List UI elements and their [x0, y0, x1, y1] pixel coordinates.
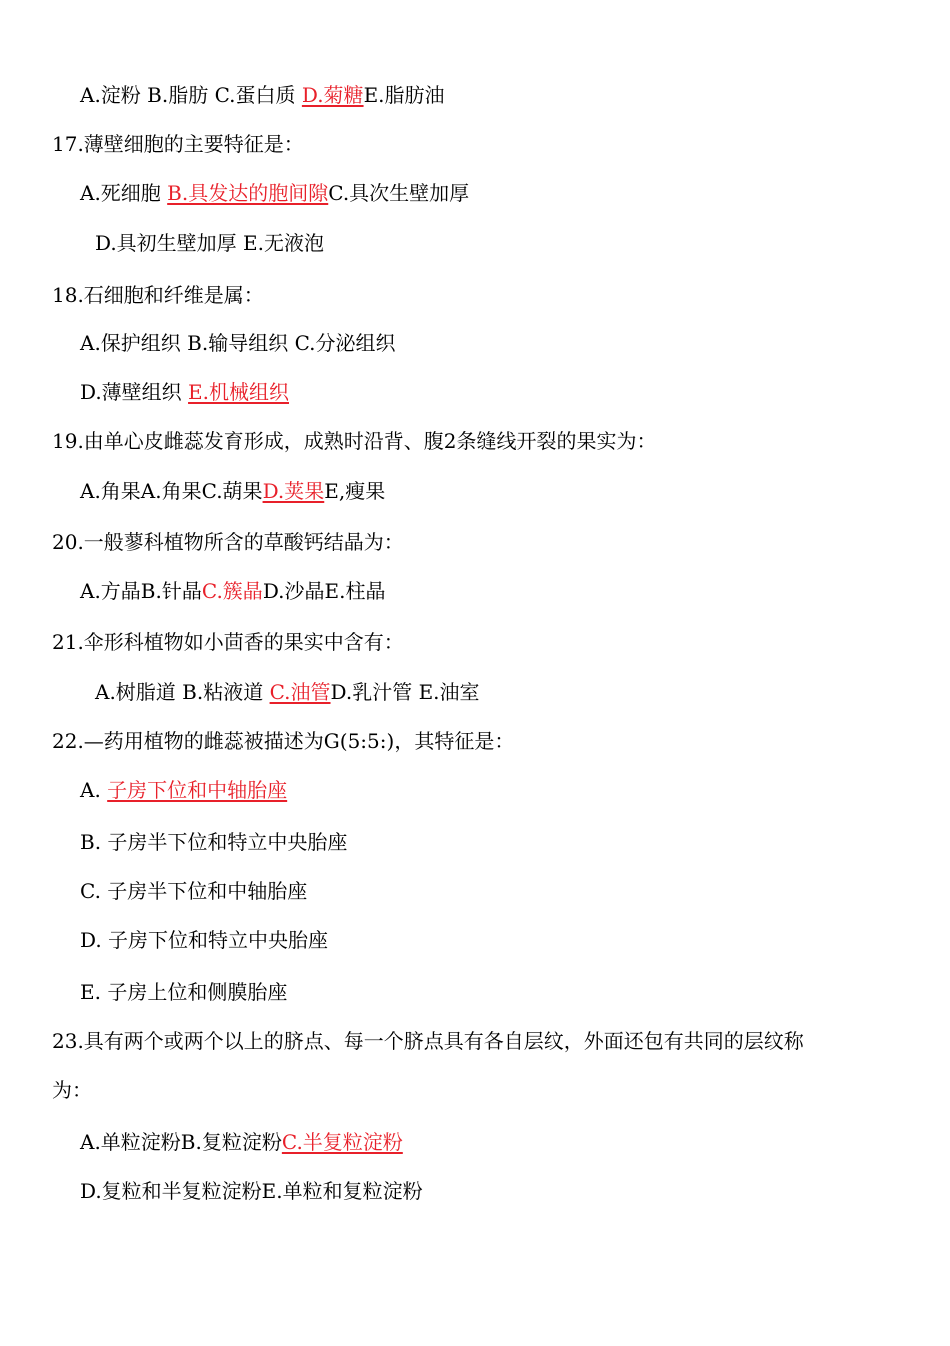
question-18: 18.石细胞和纤维是属： [52, 283, 264, 307]
q22-option-a [80, 777, 287, 803]
correct-answer: E.机械组织 [188, 380, 290, 404]
correct-answer: D.荚果 [262, 479, 325, 503]
option-text: D.沙晶E.柱晶 [262, 579, 386, 603]
option-text: A.角果A.角果C.葫果 [80, 479, 263, 503]
option-text: A.树脂道 B.粘液道 [95, 680, 270, 704]
q19-options [80, 478, 385, 504]
q23-options-line2: D.复粒和半复粒淀粉E.单粒和复粒淀粉 [80, 1179, 423, 1203]
option-text: D.薄壁组织 [80, 380, 189, 404]
option-text: A.方晶B.针晶 [80, 579, 202, 603]
option-text: E,瘦果 [324, 479, 386, 503]
q22-option-e: E. 子房上位和侧膜胎座 [80, 980, 288, 1004]
q18-options-line2 [80, 379, 289, 405]
question-21: 21.伞形科植物如小茴香的果实中含有： [52, 630, 404, 654]
q16-options [80, 82, 445, 108]
correct-answer: C.油管 [269, 680, 331, 704]
q22-option-c: C. 子房半下位和中轴胎座 [80, 879, 308, 903]
q18-options-line1: A.保护组织 B.输导组织 C.分泌组织 [80, 331, 396, 355]
question-20: 20.一般蓼科植物所含的草酸钙结晶为： [52, 530, 404, 554]
question-17: 17.薄壁细胞的主要特征是： [52, 132, 304, 156]
option-text: A.单粒淀粉B.复粒淀粉 [80, 1130, 282, 1154]
option-text: D.乳汁管 E.油室 [330, 680, 480, 704]
question-22: 22.—药用植物的雌蕊被描述为G(5:5:)，其特征是： [52, 729, 515, 753]
q23-options-line1 [80, 1129, 403, 1155]
q17-options-line2: D.具初生壁加厚 E.无液泡 [95, 231, 324, 255]
correct-answer: D.菊糖 [301, 83, 364, 107]
correct-answer: B.具发达的胞间隙 [167, 181, 329, 205]
correct-answer: C.半复粒淀粉 [281, 1130, 403, 1154]
correct-answer: C.簇晶 [201, 579, 263, 603]
option-text: C.具次生壁加厚 [328, 181, 470, 205]
option-text: A.淀粉 B.脂肪 C.蛋白质 [80, 83, 302, 107]
q21-options [95, 679, 480, 705]
option-prefix: A. [80, 778, 108, 802]
correct-answer: 子房下位和中轴胎座 [107, 778, 288, 802]
question-19: 19.由单心皮雌蕊发育形成，成熟时沿背、腹2条缝线开裂的果实为： [52, 429, 657, 453]
option-text: A.死细胞 [80, 181, 168, 205]
question-23-line2: 为： [52, 1078, 92, 1102]
option-text: E.脂肪油 [363, 83, 445, 107]
q17-options-line1 [80, 180, 469, 206]
q20-options [80, 578, 385, 604]
q22-option-d: D. 子房下位和特立中央胎座 [80, 928, 329, 952]
q22-option-b: B. 子房半下位和特立中央胎座 [80, 830, 348, 854]
question-23-line1: 23.具有两个或两个以上的脐点、每一个脐点具有各自层纹，外面还包有共同的层纹称 [52, 1029, 804, 1053]
